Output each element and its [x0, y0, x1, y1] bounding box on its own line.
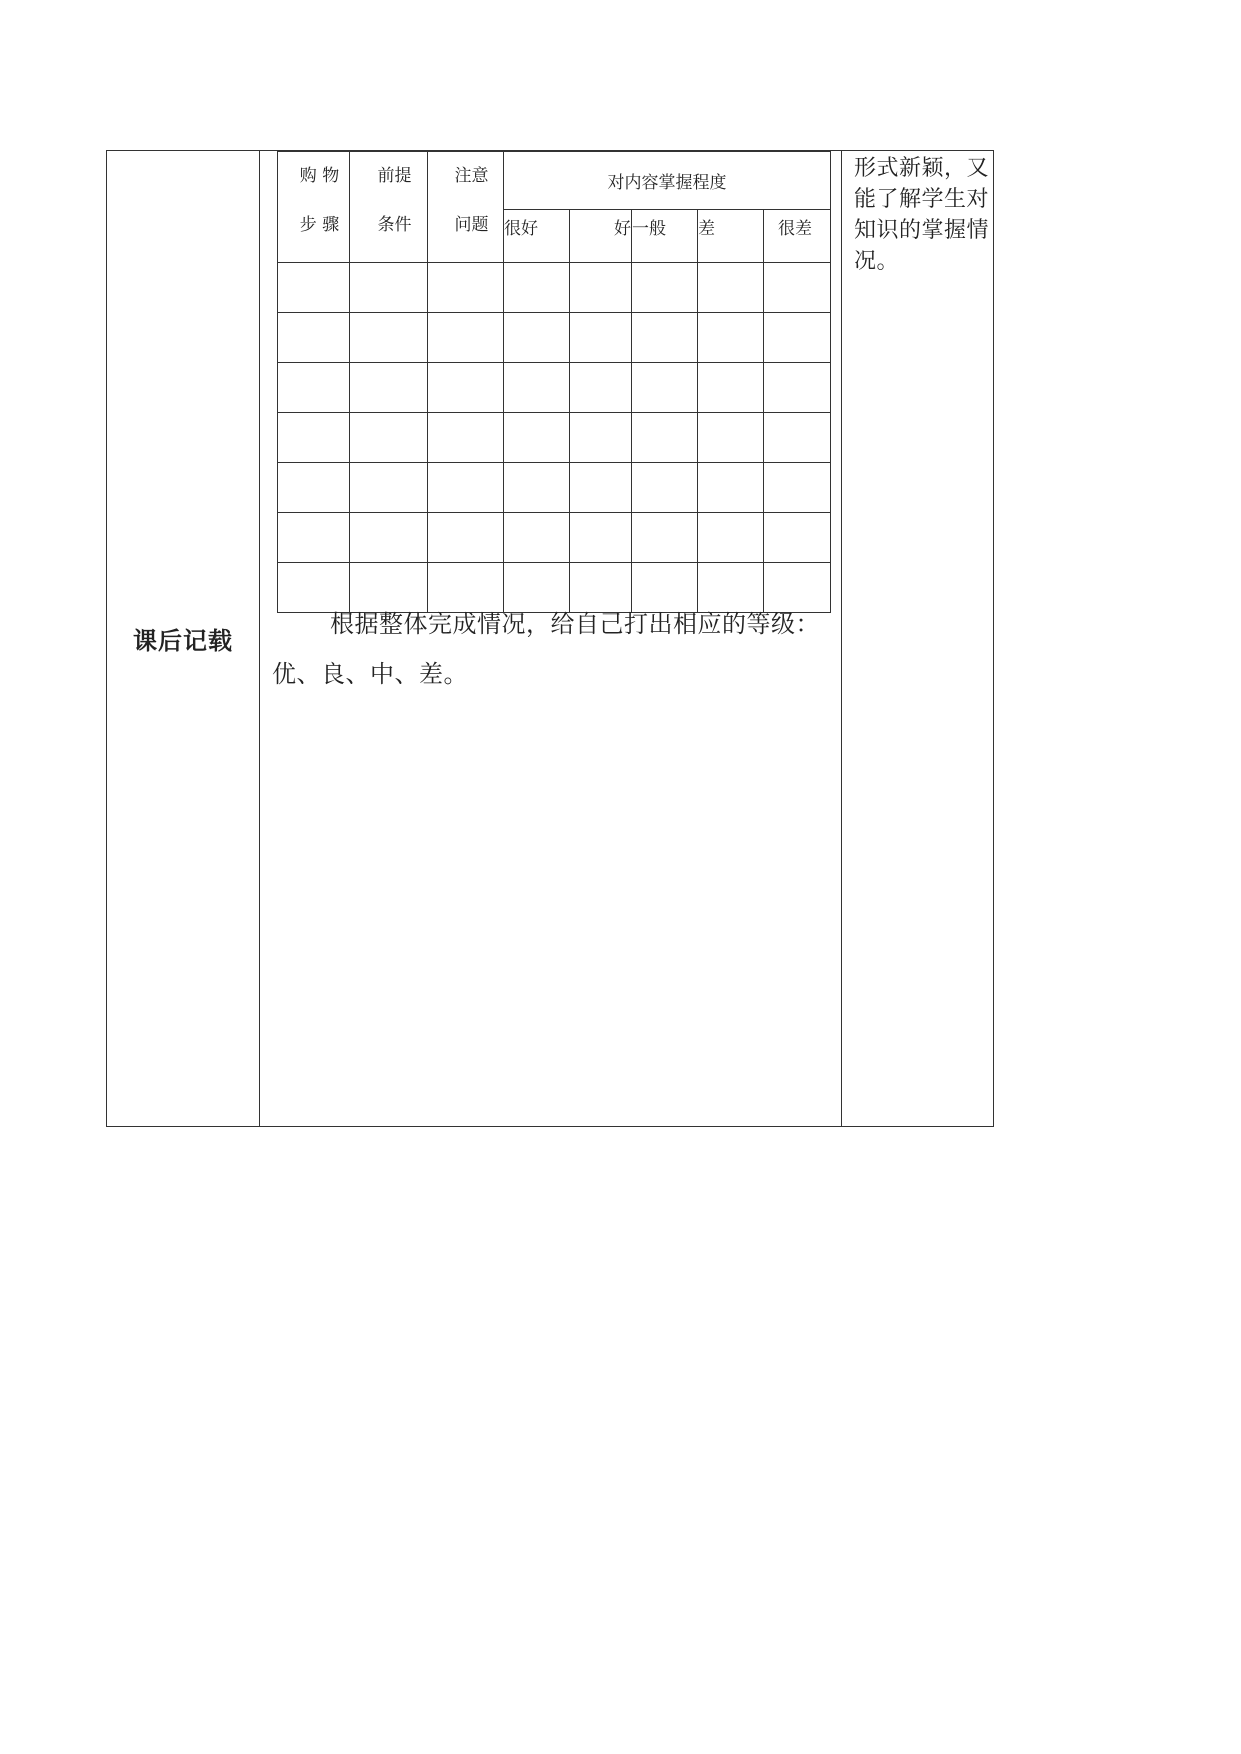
- table-row: [278, 313, 831, 363]
- header-attention-issues: 注意 问题: [428, 152, 504, 263]
- table-row: [278, 363, 831, 413]
- level-very-good: 很好: [504, 209, 570, 262]
- header-shopping-steps: 购 物 步 骤: [278, 152, 350, 263]
- header-mastery-degree: 对内容掌握程度: [504, 152, 831, 210]
- section-label-cell: [107, 151, 259, 1126]
- section-label: 课后记载: [133, 627, 233, 655]
- level-poor: 差: [698, 209, 764, 262]
- level-very-poor: 很差: [764, 209, 831, 262]
- level-good: 好: [570, 209, 632, 262]
- table-row: [278, 413, 831, 463]
- column-divider: [259, 151, 260, 1126]
- column-divider: [841, 151, 842, 1126]
- table-row: [278, 463, 831, 513]
- self-assessment-table: [277, 151, 831, 613]
- header-preconditions: 前提 条件: [350, 152, 428, 263]
- lesson-record-table: [106, 150, 994, 1127]
- table-row: [278, 513, 831, 563]
- remark-note: 形式新颖，又能了解学生对知识的掌握情况。: [854, 156, 990, 274]
- level-average: 一般: [632, 209, 698, 262]
- table-row: [278, 263, 831, 313]
- summary-paragraph: 根据整体完成情况，给自己打出相应的等级：优、良、中、差。: [272, 610, 820, 688]
